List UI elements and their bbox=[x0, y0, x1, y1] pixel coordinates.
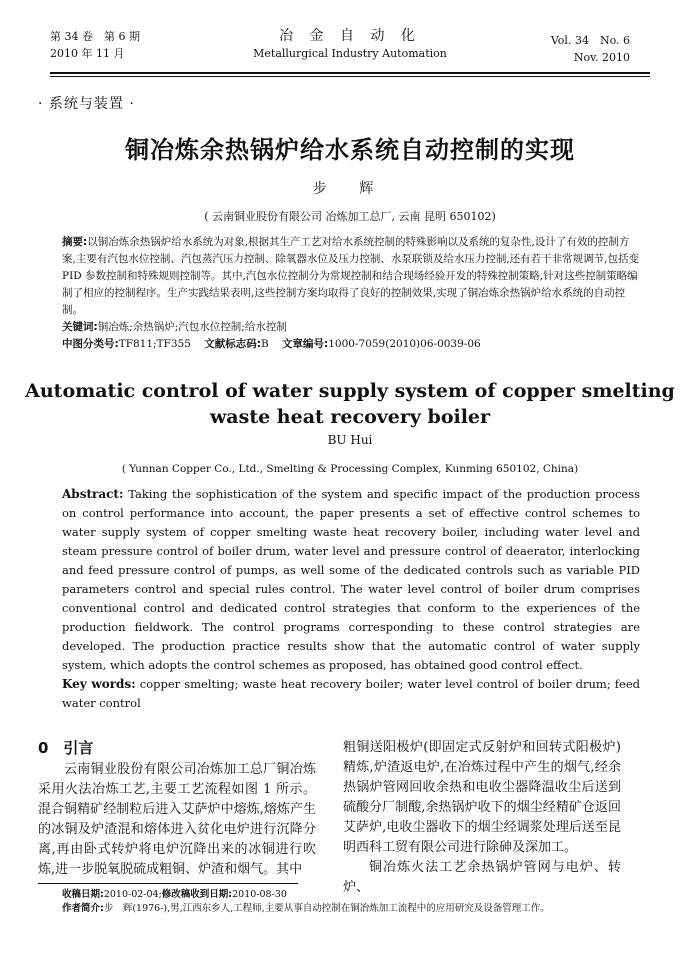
keywords-cn-label: 关键词: bbox=[62, 321, 98, 333]
keywords-cn: 铜冶炼;余热锅炉;汽包水位控制;给水控制 bbox=[97, 321, 287, 333]
header-right bbox=[551, 32, 630, 66]
classification-number: TF811;TF355 bbox=[118, 338, 191, 350]
affiliation-en: ( Yunnan Copper Co., Ltd., Smelting & Processing Complex, Kunming 650102, China) bbox=[121, 463, 579, 475]
header-rule-thick bbox=[50, 72, 650, 74]
keywords-en-label: Key words: bbox=[62, 677, 136, 691]
body-column-left bbox=[38, 738, 316, 880]
revised-date: 2010-08-30 bbox=[232, 889, 287, 900]
header-rule-thin bbox=[50, 76, 650, 77]
abstract-en-label: Abstract: bbox=[62, 487, 124, 501]
author-en: BU Hui bbox=[327, 433, 373, 447]
revised-date-label: 修改稿收到日期: bbox=[161, 889, 233, 900]
abstract-en-text: Taking the sophistication of the system and specific impact of the production process on control performance into account, the paper presents a set of effective control schemes to water supply system of copper smelting waste heat recovery boiler, including water level and steam pressure control of boiler drum, water level and pressure control of deaerator, interlocking and feed pressure control of pumps, as well some of the dedicated controls such as variable PID parameters control and special rules control. The water level control of boiler drum comprises conventional control and dedicated control strategies that conform to the experiences of the production fieldwork. The control programs corresponding to these control strategies are developed. The production practice results show that the automatic control of water supply system, which adopts the control schemes as proposed, has obtained good control effect. bbox=[62, 487, 641, 672]
document-code: B bbox=[260, 338, 269, 350]
received-date: 2010-02-04 bbox=[103, 889, 159, 900]
body-paragraph: 铜冶炼火法工艺余热锅炉管网与电炉、转炉、 bbox=[343, 860, 621, 895]
body-paragraph: 云南铜业股份有限公司冶炼加工总厂铜冶炼采用火法冶炼工艺,主要工艺流程如图 1 所示。混合铜精矿经制粒后进入艾萨炉中熔炼,熔炼产生的冰铜及炉渣混和熔体进入贫化电炉进行沉降分离,再由卧式转炉将电炉沉降出来的冰铜进行吹炼,进一步脱氧脱硫成粗铜、炉渣和烟气。其中 bbox=[38, 762, 316, 877]
volume-cn: 第 34 卷 第 6 期 bbox=[50, 30, 140, 43]
footnote: 收稿日期:2010-02-04;修改稿收到日期:2010-08-30 作者简介:步 辉(1976-),男,江西东乡人,工程师,主要从事自动控制在铜冶炼加工流程中的应用研究及设备管理工作。 bbox=[62, 889, 550, 914]
author-bio: 步 辉(1976-),男,江西东乡人,工程师,主要从事自动控制在铜冶炼加工流程中的应用研究及设备管理工作。 bbox=[103, 903, 550, 914]
body-paragraph: 粗铜送阳极炉(即固定式反射炉和回转式阳极炉)精炼,炉渣返电炉,在冶炼过程中产生的烟气,经余热锅炉管网回收余热和电收尘器降温收尘后送到硫酸分厂制酸,余热锅炉收下的烟尘经精矿仓返回艾萨炉,电收尘器收下的烟尘经调浆处理后送至昆明西科工贸有限公司进行除砷及深加工。 bbox=[343, 740, 621, 855]
journal-name-cn: 冶 金 自 动 化 bbox=[279, 28, 421, 44]
abstract-cn-text: 以铜冶炼余热锅炉给水系统为对象,根据其生产工艺对给水系统控制的特殊影响以及系统的复杂性,设计了有效的控制方案,主要有汽包水位控制、汽包蒸汽压力控制、除氧器水位及压力控制、水泵联锁及给水压力控制,还有若干非常规调节,包括变 PID 参数控制和特殊规则控制等。其中,汽包水位控制分为常规控制和结合现场经验开发的特殊控制策略,针对这些控制策略编制了相应的控制程序。生产实践结果表明,这些控制方案均取得了良好的控制效果,实现了铜冶炼余热锅炉给水系统的自动控制。 bbox=[62, 236, 640, 316]
received-date-label: 收稿日期: bbox=[62, 889, 104, 900]
footnote-rule bbox=[38, 883, 298, 884]
journal-name-en: Metallurgical Industry Automation bbox=[253, 47, 447, 60]
article-number-label: 文章编号: bbox=[282, 338, 329, 350]
affiliation-cn: ( 云南铜业股份有限公司 冶炼加工总厂, 云南 昆明 650102) bbox=[204, 210, 496, 223]
body-column-right bbox=[343, 738, 621, 898]
abstract-cn-label: 摘要: bbox=[62, 236, 88, 248]
date-cn: 2010 年 11 月 bbox=[50, 47, 125, 60]
section-label: · 系统与装置 · bbox=[38, 96, 135, 112]
article-title-en: Automatic control of water supply system of copper smelting waste heat recovery boiler bbox=[25, 380, 675, 428]
classification-label: 中图分类号: bbox=[62, 338, 119, 350]
author-cn: 步 辉 bbox=[312, 181, 388, 197]
date-en: Nov. 2010 bbox=[573, 51, 630, 64]
section-heading-introduction: 0 引言 bbox=[38, 739, 94, 757]
keywords-en: copper smelting; waste heat recovery boiler; water level control of boiler drum; feed water control bbox=[62, 677, 641, 710]
document-code-label: 文献标志码: bbox=[204, 338, 261, 350]
volume-en: Vol. 34 No. 6 bbox=[550, 34, 630, 47]
abstract-cn bbox=[62, 234, 642, 353]
article-number: 1000-7059(2010)06-0039-06 bbox=[328, 338, 481, 350]
author-bio-label: 作者简介: bbox=[62, 903, 104, 914]
abstract-en bbox=[62, 485, 640, 713]
article-title-cn: 铜冶炼余热锅炉给水系统自动控制的实现 bbox=[125, 136, 575, 164]
